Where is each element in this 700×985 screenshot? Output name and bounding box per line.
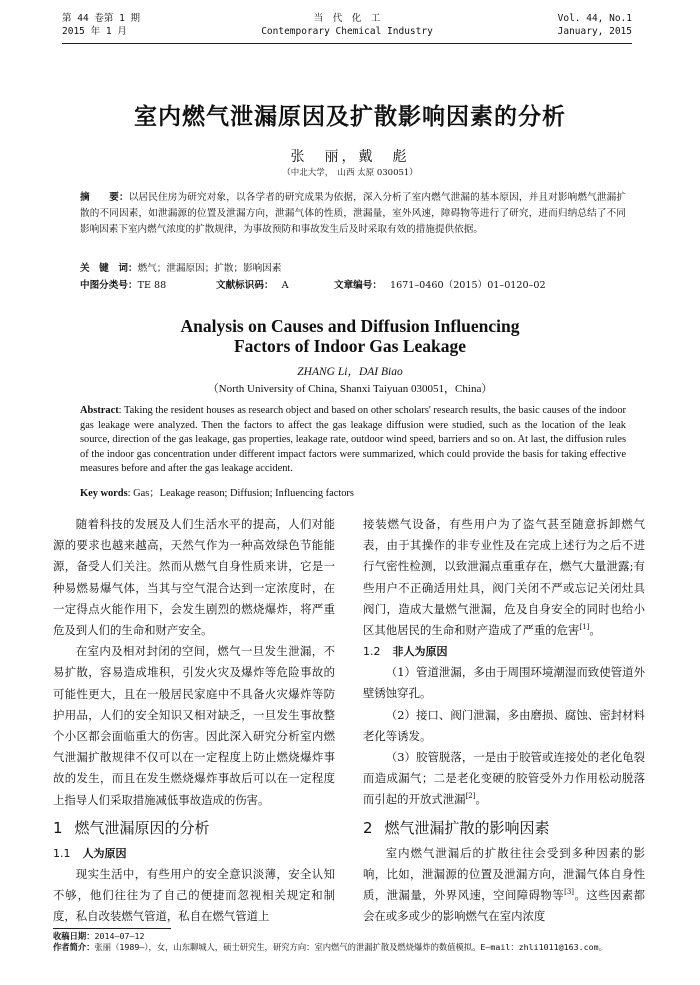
title-chinese: 室内燃气泄漏原因及扩散影响因素的分析 xyxy=(134,104,566,130)
running-header xyxy=(62,12,632,42)
received-date xyxy=(53,931,660,942)
title-en-line1: Analysis on Causes and Diffusion Influencing xyxy=(180,316,520,336)
header-volume: 第 44 卷第 1 期 xyxy=(62,13,141,24)
abstract-en-text: : Taking the resident houses as research object and based on other scholars' research results, the basic causes of the indoor gas leakage were analyzed. Then the factors to affect the gas leakage diffusion were studied, such as the location of the leak source, direction of the gas leakage, gas properties, leakage rate, outdoor wind speed, barriers and so on. At last, the diffusion rules of the indoor gas concentration under different impact factors were summarized, which could provide the basis for taking effective measures before and after the gas leakage accident. xyxy=(80,405,626,475)
doc-value: A xyxy=(281,280,289,291)
header-center xyxy=(62,12,632,38)
paragraph-text: （3）胶管脱落，一是由于胶管或连接处的老化龟裂而造成漏气；二是老化变硬的胶管受外力作用松动脱落而引起的开放式泄漏 xyxy=(363,750,645,807)
paragraph: （2）接口、阀门泄漏，多由磨损、腐蚀、密封材料老化等诱发。 xyxy=(363,707,645,743)
affiliation-chinese: （中北大学， 山西 太原 030051） xyxy=(282,168,418,178)
paragraph-text: 接装燃气设备，有些用户为了盗气甚至随意拆卸燃气表，由于其操作的非专业性及在完成上述行为之后不进行气密性检测，以致泄漏点重重存在，燃气大量泄露;有些用户不正确适用灶具，阀门关闭不严或忘记关闭灶具阀门，造成大量燃气泄漏，危及自身安全的同时也给小区其他居民的生命和财产造成了严重的危害 xyxy=(363,517,645,638)
subsection-number: 1.1 xyxy=(53,846,71,860)
authors-chinese: 张 丽，戴 彪 xyxy=(290,149,410,165)
section-number: 1 xyxy=(53,818,63,837)
paragraph-end: 。这些因素都会在或多或少的影响燃气在室内浓度 xyxy=(363,888,645,924)
doc-code xyxy=(216,277,289,291)
clc-number xyxy=(80,277,166,291)
title-en-line2: Factors of Indoor Gas Leakage xyxy=(233,336,467,356)
abstract-en-label: Abstract xyxy=(80,405,119,416)
paragraph: 在室内及相对封闭的空间，燃气一旦发生泄漏，不易扩散，容易造成堆积，引发火灾及爆炸等危险事故的可能性更大，且在一般居民家庭中不具备火灾爆炸等防护用品，人们的安全知识又相对缺乏，一旦发生事故整个小区都会面临重大的伤害。因此深入研究分析室内燃气泄漏扩散规律不仅可以在一定程度上防止燃烧爆炸事故的发生，而且在发生燃烧爆炸事故后可以在一定程度上指导人们采取措施减低事故造成的伤害。 xyxy=(53,644,335,807)
keywords-en-label: Key words xyxy=(80,488,128,499)
header-divider xyxy=(62,43,632,44)
section-heading-2 xyxy=(363,817,645,839)
footnote xyxy=(53,931,660,953)
section-heading-1 xyxy=(53,817,335,839)
keywords-english xyxy=(80,484,626,499)
article-number xyxy=(334,277,546,291)
author-bio xyxy=(53,942,660,953)
received-value: 2014–07–12 xyxy=(94,931,145,941)
subsection-heading-1-1 xyxy=(53,843,335,864)
title-english xyxy=(0,316,700,356)
abstract-english xyxy=(80,404,626,477)
subsection-title: 非人为原因 xyxy=(392,645,448,659)
citation: [3] xyxy=(564,888,575,897)
abstract-cn-label: 摘 要： xyxy=(80,192,129,203)
article-label: 文章编号： xyxy=(334,280,382,291)
article-value: 1671–0460（2015）01–0120–02 xyxy=(389,280,546,291)
affiliation-english: （North University of China, Shanxi Taiyuan 030051，China） xyxy=(207,383,493,395)
journal-name-en: Contemporary Chemical Industry xyxy=(261,26,433,37)
abstract-chinese xyxy=(80,190,626,238)
journal-name-cn: 当 代 化 工 xyxy=(313,13,381,24)
citation: [2] xyxy=(465,792,476,801)
paragraph-end: 。 xyxy=(475,792,487,807)
section-title: 燃气泄漏原因的分析 xyxy=(74,818,210,837)
footnote-divider xyxy=(53,928,171,929)
paragraph: 现实生活中，有些用户的安全意识淡薄，安全认知不够，他们往往为了自己的便捷而忽视相关规定和制度，私自改装燃气管道，私自在燃气管道上 xyxy=(53,866,335,924)
body-column-left xyxy=(53,514,335,927)
classification-row xyxy=(80,277,626,291)
keywords-cn-text: 燃气；泄漏原因；扩散；影响因素 xyxy=(137,263,282,274)
header-vol-no: Vol. 44, No.1 xyxy=(557,13,632,24)
paragraph xyxy=(363,514,645,641)
keywords-en-text: : Gas；Leakage reason; Diffusion; Influencing factors xyxy=(127,488,354,499)
author-bio-value: 张丽（1989–），女，山东聊城人，硕士研究生，研究方向：室内燃气的泄漏扩散及燃烧爆炸的数值模拟。E–mail：zhli1011@163.com。 xyxy=(94,942,607,952)
body-column-right xyxy=(363,514,645,927)
header-right xyxy=(558,12,632,38)
authors-english: ZHANG Li，DAI Biao xyxy=(297,366,403,378)
clc-label: 中图分类号： xyxy=(80,280,138,291)
header-date-en: January, 2015 xyxy=(557,26,632,37)
keywords-chinese xyxy=(80,260,626,274)
author-bio-label: 作者简介： xyxy=(53,942,95,952)
paragraph xyxy=(363,843,645,928)
received-label: 收稿日期： xyxy=(53,931,95,941)
paragraph xyxy=(363,747,645,811)
citation: [1] xyxy=(579,623,590,632)
paragraph: 随着科技的发展及人们生活水平的提高，人们对能源的要求也越来越高，天然气作为一种高效绿色节能能源，备受人们关注。然而从燃气自身性质来讲，它是一种易燃易爆气体，当其与空气混合达到一定浓度时，在一定得点火能作用下，会发生剧烈的燃烧爆炸，将严重危及到人们的生命和财产安全。 xyxy=(53,517,335,638)
subsection-number: 1.2 xyxy=(363,645,381,659)
paragraph-text: 室内燃气泄漏后的扩散往往会受到多种因素的影响，比如，泄漏源的位置及泄漏方向，泄漏气体自身性质，泄漏量，外界风速，空间障碍物等 xyxy=(363,845,645,903)
header-date-cn: 2015 年 1 月 xyxy=(62,26,127,37)
abstract-cn-text: 以居民住房为研究对象，以各学者的研究成果为依据，深入分析了室内燃气泄漏的基本原因，并且对影响燃气泄漏扩散的不同因素，如泄漏源的位置及泄漏方向，泄漏气体的性质，泄漏量，室外风速，障碍物等进行了研究，进而归纳总结了不同影响因素下室内燃气浓度的扩散规律，为事故预防和事故发生后及时采取有效的措施提供依据。 xyxy=(80,192,626,235)
keywords-cn-label: 关 键 词： xyxy=(80,263,138,274)
doc-label: 文献标识码： xyxy=(216,280,274,291)
section-number: 2 xyxy=(363,818,373,837)
subsection-title: 人为原因 xyxy=(82,846,127,860)
section-title: 燃气泄漏扩散的影响因素 xyxy=(384,818,550,837)
paragraph: （1）管道泄漏，多由于周围环境潮湿而致使管道外壁锈蚀穿孔。 xyxy=(363,665,645,701)
clc-value: TE 88 xyxy=(137,280,167,291)
paragraph-end: 。 xyxy=(589,623,601,638)
subsection-heading-1-2 xyxy=(363,641,645,662)
